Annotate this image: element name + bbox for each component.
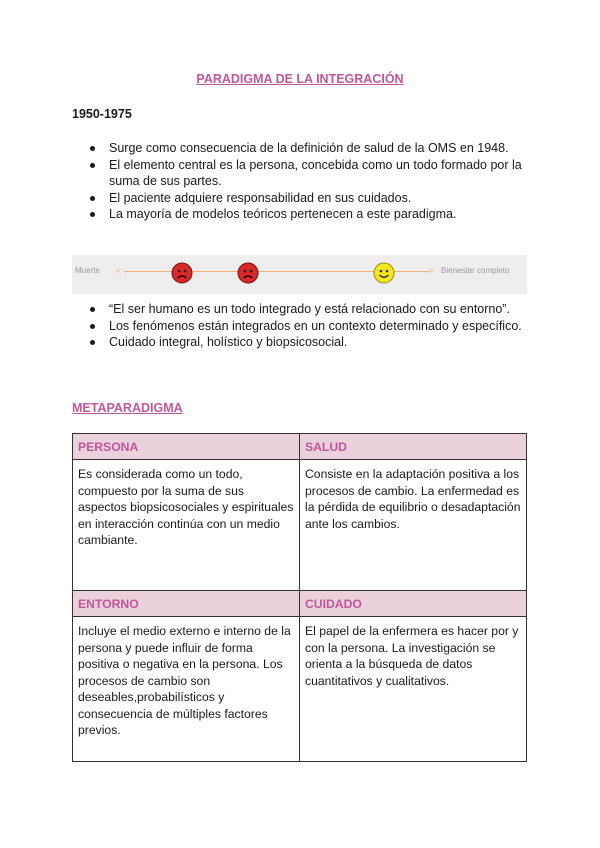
scale-right-label: Bienestar completo: [441, 266, 510, 275]
list-item: “El ser humano es un todo integrado y está relacionado con su entorno”.: [72, 301, 532, 318]
list-item: Surge como consecuencia de la definición de salud de la OMS en 1948.: [72, 140, 532, 157]
list-item: Los fenómenos están integrados en un contexto determinado y específico.: [72, 318, 532, 335]
right-arrow-icon: >: [428, 266, 434, 276]
health-scale-image: [72, 255, 527, 294]
header-persona: PERSONA: [73, 434, 300, 460]
cell-persona: Es considerada como un todo, compuesto por la suma de sus aspectos biopsicosociales y espirituales en interacción continúa con un medio cambiante.: [73, 460, 300, 591]
cell-salud: Consiste en la adaptación positiva a los procesos de cambio. La enfermedad es la pérdida de equilibrio o desadaptación ante los cambios.: [300, 460, 527, 591]
metaparadigm-table: [72, 433, 527, 762]
header-cuidado: CUIDADO: [300, 591, 527, 617]
sad-face-icon: [237, 262, 259, 284]
cell-cuidado: El papel de la enfermera es hacer por y con la persona. La investigación se orienta a la búsqueda de datos cuantitativos y cualitativos.: [300, 617, 527, 762]
characteristics-list: [72, 140, 532, 223]
happy-face-icon: [373, 262, 395, 284]
list-item: La mayoría de modelos teóricos pertenecen a este paradigma.: [72, 206, 532, 223]
left-arrow-icon: <: [116, 266, 122, 276]
list-item: Cuidado integral, holístico y biopsicosocial.: [72, 334, 532, 351]
integration-principles-list: [72, 301, 532, 351]
sad-face-icon: [171, 262, 193, 284]
scale-left-label: Muerte: [75, 266, 100, 275]
section-title: METAPARADIGMA: [72, 401, 183, 415]
header-entorno: ENTORNO: [73, 591, 300, 617]
cell-entorno: Incluye el medio externo e interno de la persona y puede influir de forma positiva o negativa en la persona. Los procesos de cambio son deseables,probabilísticos y consecuencia de múltiples factores previos.: [73, 617, 300, 762]
list-item: El elemento central es la persona, concebida como un todo formado por la suma de sus partes.: [72, 157, 532, 190]
list-item: El paciente adquiere responsabilidad en sus cuidados.: [72, 190, 532, 207]
header-salud: SALUD: [300, 434, 527, 460]
page-title: PARADIGMA DE LA INTEGRACIÓN: [196, 72, 404, 86]
period-heading: 1950-1975: [72, 107, 132, 121]
